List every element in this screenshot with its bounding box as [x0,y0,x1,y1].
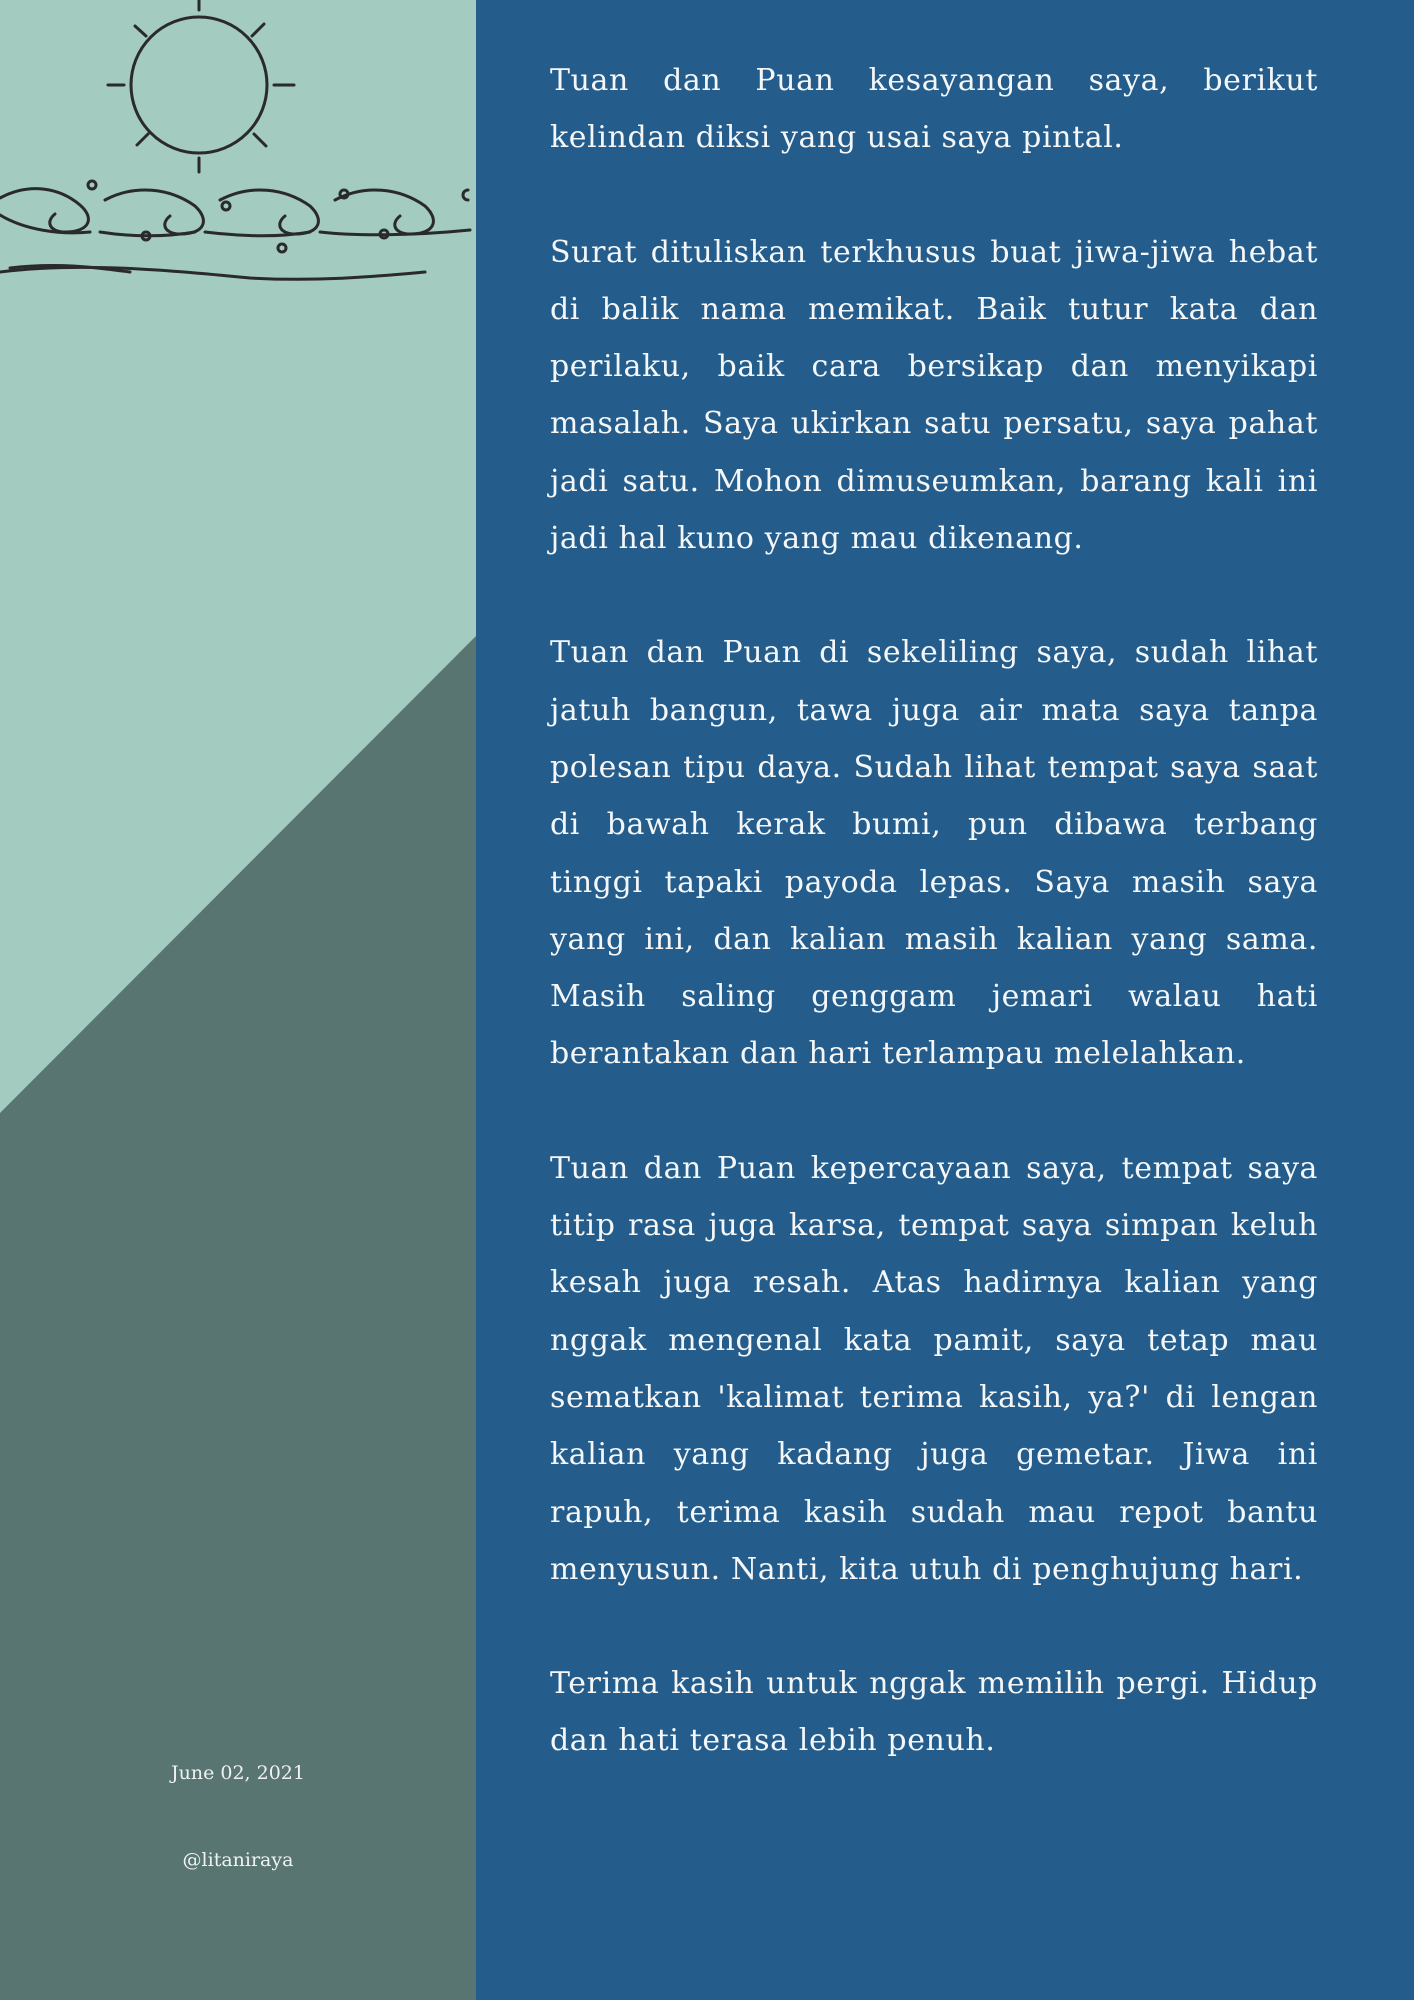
letter-paragraph: Terima kasih untuk nggak memilih pergi. Hidup dan hati terasa lebih penuh. [550,1666,1318,1759]
letter-paragraph: Surat dituliskan terkhusus buat jiwa-jiwa hebat di balik nama memikat. Baik tutur kata dan perilaku, baik cara bersikap dan menyikapi masalah. Saya ukirkan satu persatu, saya pahat jadi satu. Mohon dimuseumkan, barang kali ini jadi hal kuno yang mau dikenang. [550,234,1318,557]
sun-icon [108,0,294,172]
letter-paragraph: Tuan dan Puan kesayangan saya, berikut kelindan diksi yang usai saya pintal. [550,63,1318,156]
letter-paragraph: Tuan dan Puan kepercayaan saya, tempat saya titip rasa juga karsa, tempat saya simpan keluh kesah juga resah. Atas hadirnya kalian yang nggak mengenal kata pamit, saya tetap mau sematkan 'kalimat terima kasih, ya?' di lengan kalian yang kadang juga gemetar. Jiwa ini rapuh, terima kasih sudah mau repot bantu menyusun. Nanti, kita utuh di penghujung hari. [550,1150,1318,1587]
waves-icon [0,181,470,279]
letter-body [550,52,1318,1827]
letter-paragraph: Tuan dan Puan di sekeliling saya, sudah lihat jatuh bangun, tawa juga air mata saya tanpa polesan tipu daya. Sudah lihat tempat saya saat di bawah kerak bumi, pun dibawa terbang tinggi tapaki payoda lepas. Saya masih saya yang ini, dan kalian masih kalian yang sama. Masih saling genggam jemari walau hati berantakan dan hari terlampau melelahkan. [550,635,1318,1072]
author-handle: @litaniraya [182,1849,294,1871]
letter-date: June 02, 2021 [171,1762,305,1784]
left-panel-background [0,0,476,2000]
left-decorative-panel [0,0,476,2000]
sun-and-waves-illustration [0,0,476,300]
